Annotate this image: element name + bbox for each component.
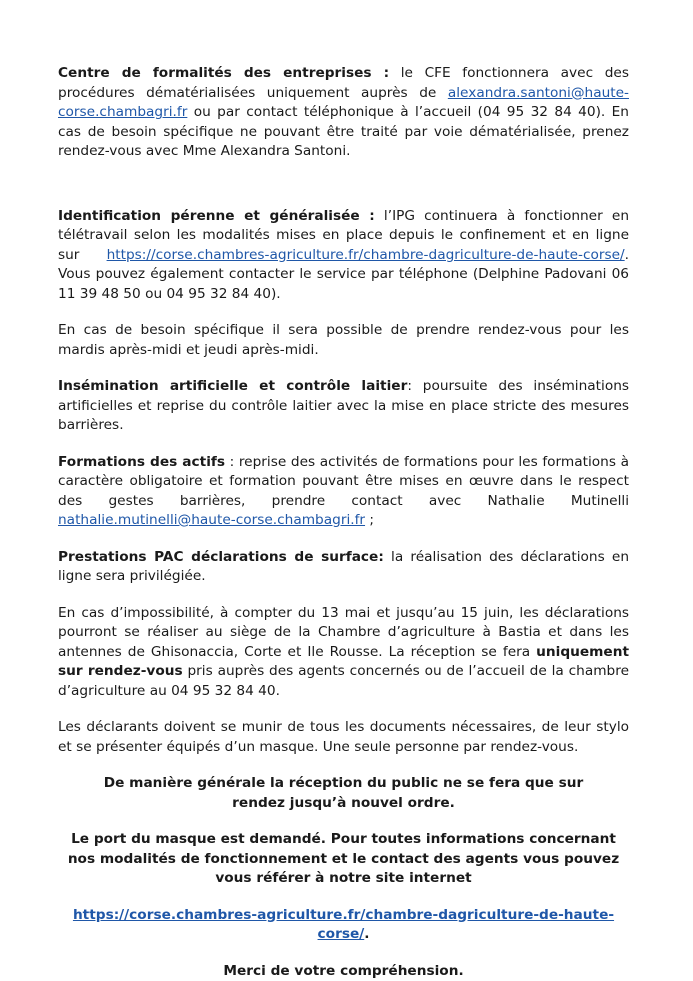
- pac-title: Prestations PAC déclarations de surface:: [58, 549, 384, 565]
- ipg-text-1: l’IPG continuera à fonctionner en télétravail selon les modalités mises en place depuis le confinement et en ligne sur: [58, 208, 629, 263]
- formations-email-link[interactable]: nathalie.mutinelli@haute-corse.chambagri.fr: [58, 512, 365, 528]
- pac-impossible-text-1: En cas d’impossibilité, à compter du 13 mai et jusqu’au 15 juin, les déclarations pourront se réaliser au siège de la Chambre d’agriculture à Bastia et dans les antennes de Ghisonaccia, Corte et Ile Rousse. La réception se fera: [58, 605, 629, 660]
- ipg-title: Identification pérenne et généralisée :: [58, 208, 375, 224]
- pac-paragraph: [58, 548, 629, 587]
- insemination-text: : poursuite des inséminations artificielles et reprise du contrôle laitier avec la mise en place stricte des mesures barrières.: [58, 378, 629, 433]
- closing-block: [58, 774, 629, 981]
- ipg-paragraph: [58, 207, 629, 305]
- insemination-paragraph: [58, 377, 629, 436]
- cfe-title: Centre de formalités des entreprises :: [58, 65, 389, 81]
- cfe-email-link[interactable]: alexandra.santoni@haute-corse.chambagri.fr: [58, 85, 629, 121]
- pac-declarants-paragraph: Les déclarants doivent se munir de tous les documents nécessaires, de leur stylo et se présenter équipés d’un masque. Une seule personne par rendez-vous.: [58, 718, 629, 757]
- ipg-rdv-paragraph: En cas de besoin spécifique il sera possible de prendre rendez-vous pour les mardis après-midi et jeudi après-midi.: [58, 321, 629, 360]
- formations-title: Formations des actifs: [58, 454, 225, 470]
- formations-paragraph: [58, 453, 629, 531]
- insemination-title: Insémination artificielle et contrôle laitier: [58, 378, 407, 394]
- formations-end: ;: [365, 512, 374, 528]
- pac-impossible-text-2: pris auprès des agents concernés ou de l’accueil de la chambre d’agriculture au 04 95 32 84 40.: [58, 663, 629, 699]
- formations-text: : reprise des activités de formations pour les formations à caractère obligatoire et formation pouvant être mises en œuvre dans le respect des gestes barrières, prendre contact avec Nathalie Mutinelli: [58, 454, 629, 509]
- pac-rdv-emphasis: uniquement sur rendez-vous: [58, 644, 629, 680]
- cfe-text-2: ou par contact téléphonique à l’accueil (04 95 32 84 40). En cas de besoin spécifique ne pouvant être traité par voie dématérialisée, prenez rendez-vous avec Mme Alexandra Santoni.: [58, 104, 629, 159]
- closing-link-end: .: [364, 926, 369, 942]
- closing-general: De manière générale la réception du public ne se fera que sur rendez jusqu’à nouvel ordre.: [58, 774, 629, 813]
- closing-merci: Merci de votre compréhension.: [58, 962, 629, 981]
- pac-text: la réalisation des déclarations en ligne sera privilégiée.: [58, 549, 629, 585]
- pac-impossible-paragraph: [58, 604, 629, 702]
- closing-link-line: [58, 906, 629, 945]
- cfe-paragraph: [58, 64, 629, 162]
- ipg-text-2: . Vous pouvez également contacter le service par téléphone (Delphine Padovani 06 11 39 48 50 ou 04 95 32 84 40).: [58, 247, 629, 302]
- closing-masque: Le port du masque est demandé. Pour toutes informations concernant nos modalités de fonctionnement et le contact des agents vous pouvez vous référer à notre site internet: [58, 830, 629, 889]
- ipg-website-link[interactable]: https://corse.chambres-agriculture.fr/chambre-dagriculture-de-haute-corse/: [107, 247, 625, 263]
- closing-website-link[interactable]: https://corse.chambres-agriculture.fr/chambre-dagriculture-de-haute-corse/: [73, 907, 614, 943]
- cfe-text-1: le CFE fonctionnera avec des procédures dématérialisées uniquement auprès de: [58, 65, 629, 101]
